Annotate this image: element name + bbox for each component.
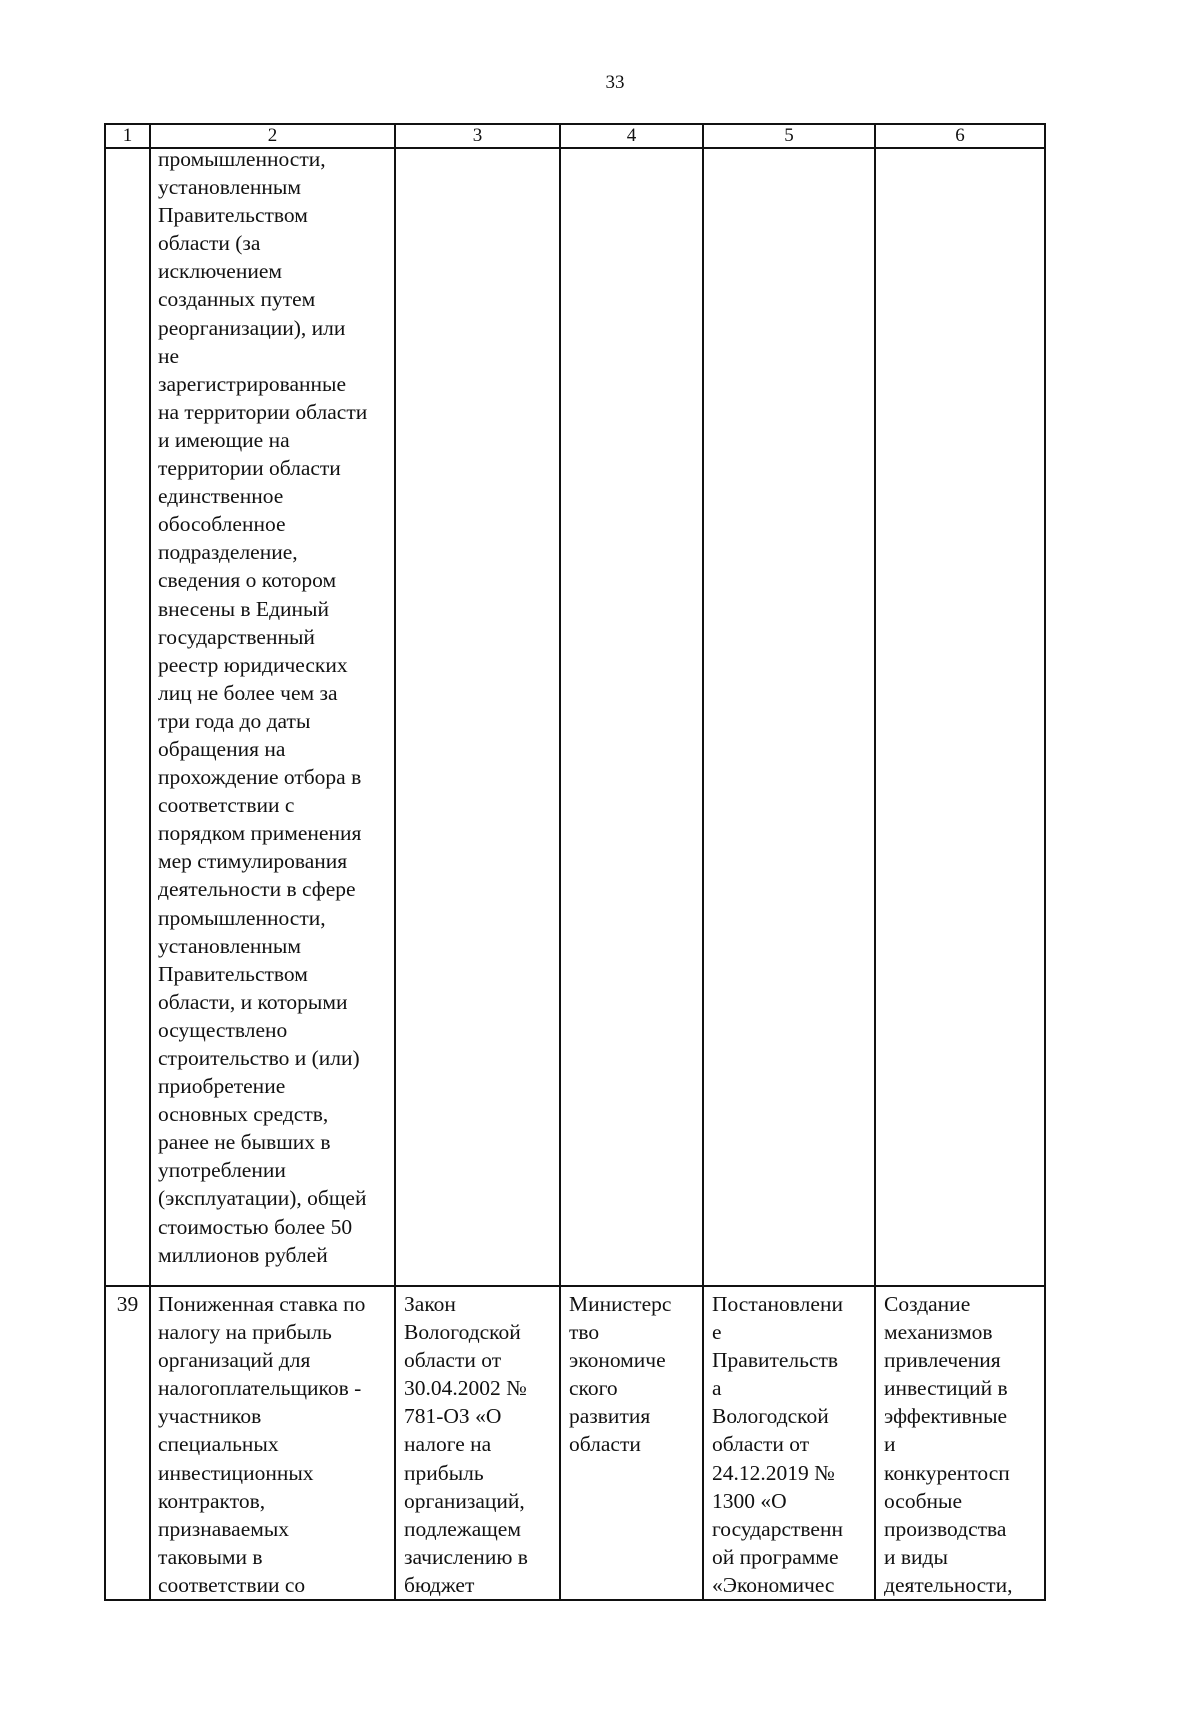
program: Постановлени е Правительств а Вологодской области от 24.12.2019 № 1300 «О государственн ой программе «Экономичес xyxy=(712,1292,843,1597)
benefits-table xyxy=(104,123,1046,1601)
header-col-4: 4 xyxy=(560,124,703,148)
benefit-description-cell xyxy=(150,1286,395,1600)
header-col-1: 1 xyxy=(105,124,150,148)
row-number: 39 xyxy=(116,1292,139,1316)
benefit-description: Пониженная ставка по налогу на прибыль организаций для налогоплательщиков - участников специальных инвестиционных контрактов, признаваемых таковыми в соответствии со xyxy=(158,1292,366,1597)
page-number: 33 xyxy=(605,72,625,93)
row-number-cell xyxy=(105,1286,150,1600)
goal-cell xyxy=(875,148,1045,1286)
legal-act-cell xyxy=(395,1286,560,1600)
benefit-description: промышленности, установленным Правительством области (за исключением созданных путем реорганизации), или не зарегистрированные на территории области и имеющие на территории области единственное обособленное подразделение, сведения о котором внесены в Единый государственный реестр юридических лиц не более чем за три года до даты обращения на прохождение отбора в соответствии с порядком применения мер стимулирования деятельности в сфере промышленности, установленным Правительством области, и которыми осуществлено строительство и (или) приобретение основных средств, ранее не бывших в употреблении (эксплуатации), общей стоимостью более 50 миллионов рублей xyxy=(158,147,368,1267)
header-col-3: 3 xyxy=(395,124,560,148)
benefit-description-cell xyxy=(150,148,395,1286)
header-col-2: 2 xyxy=(150,124,395,148)
goal: Создание механизмов привлечения инвестиций в эффективные и конкурентосп особные производства и виды деятельности, xyxy=(884,1292,1013,1597)
goal-cell xyxy=(875,1286,1045,1600)
table-row xyxy=(105,148,1045,1286)
program-cell xyxy=(703,148,875,1286)
row-number-cell xyxy=(105,148,150,1286)
program-cell xyxy=(703,1286,875,1600)
legal-act: Закон Вологодской области от 30.04.2002 № 781-ОЗ «О налоге на прибыль организаций, подлежащем зачислению в бюджет xyxy=(404,1292,528,1597)
header-col-6: 6 xyxy=(875,124,1045,148)
table-row xyxy=(105,1286,1045,1600)
header-col-5: 5 xyxy=(703,124,875,148)
curator: Министерс тво экономиче ского развития области xyxy=(569,1292,672,1457)
legal-act-cell xyxy=(395,148,560,1286)
curator-cell xyxy=(560,1286,703,1600)
curator-cell xyxy=(560,148,703,1286)
